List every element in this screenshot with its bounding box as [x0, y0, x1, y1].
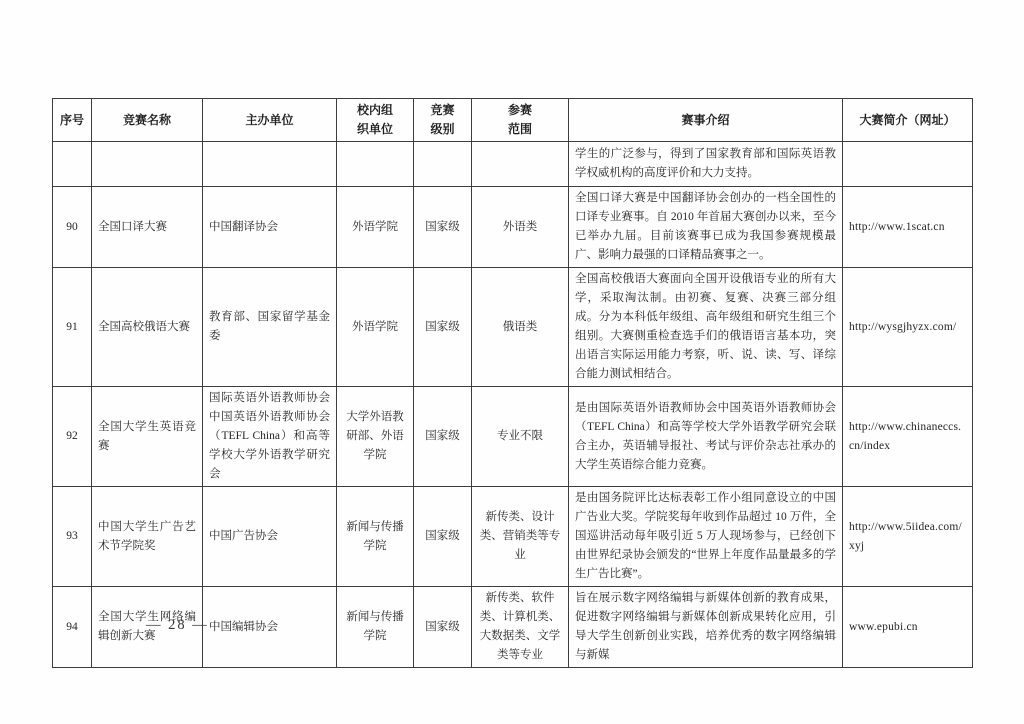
cell-organizer: 中国广告协会	[203, 487, 337, 587]
header-organizer: 主办单位	[203, 99, 337, 142]
header-competition-name: 竞赛名称	[92, 99, 203, 142]
cell-campus-unit: 外语学院	[337, 268, 414, 387]
cell-seq-number: 92	[53, 387, 92, 487]
cell-organizer: 国际英语外语教师协会中国英语外语教师协会（TEFL China）和高等学校大学外语教学研究会	[203, 387, 337, 487]
cell-description: 是由国务院评比达标表彰工作小组同意设立的中国广告业大奖。学院奖每年收到作品超过 10 万件，全国巡讲活动每年吸引近 5 万人现场参与，已经创下由世界纪录协会颁发的“世界上年度作品量最多的学生广告比赛”。	[569, 487, 843, 587]
cell-organizer: 中国翻译协会	[203, 187, 337, 268]
table-row-93	[53, 487, 973, 587]
cell-description: 学生的广泛参与，得到了国家教育部和国际英语教学权威机构的高度评价和大力支持。	[569, 142, 843, 187]
cell-url: http://www.chinaneccs.cn/index	[843, 387, 973, 487]
header-campus-unit	[337, 99, 414, 142]
cell-scope: 外语类	[472, 187, 569, 268]
table-row-92	[53, 387, 973, 487]
cell-seq-number: 91	[53, 268, 92, 387]
cell-seq-number: 93	[53, 487, 92, 587]
cell-campus-unit: 新闻与传播学院	[337, 587, 414, 668]
cell-scope: 新传类、软件类、计算机类、大数据类、文学类等专业	[472, 587, 569, 668]
cell-campus-unit: 新闻与传播学院	[337, 487, 414, 587]
table-row-90	[53, 187, 973, 268]
competition-table	[52, 98, 973, 668]
cell-description: 旨在展示数字网络编辑与新媒体创新的教育成果，促进数字网络编辑与新媒体创新成果转化应用，引导大学生创新创业实践，培养优秀的数字网络编辑与新媒	[569, 587, 843, 668]
cell-competition-name: 全国口译大赛	[92, 187, 203, 268]
cell-competition-name: 全国大学生网络编辑创新大赛	[92, 587, 203, 668]
table-row-91	[53, 268, 973, 387]
cell-url: http://www.5iidea.com/xyj	[843, 487, 973, 587]
header-scope-line2: 范围	[507, 122, 532, 136]
header-campus-unit-line1: 校内组	[356, 103, 393, 117]
cell-organizer: 教育部、国家留学基金委	[203, 268, 337, 387]
header-level-line1: 竞赛	[430, 103, 455, 117]
cell-campus-unit	[337, 142, 414, 187]
cell-competition-name: 中国大学生广告艺术节学院奖	[92, 487, 203, 587]
cell-level: 国家级	[414, 587, 472, 668]
cell-seq-number: 90	[53, 187, 92, 268]
cell-scope: 新传类、设计类、营销类等专业	[472, 487, 569, 587]
cell-level: 国家级	[414, 387, 472, 487]
cell-scope: 俄语类	[472, 268, 569, 387]
cell-campus-unit: 大学外语教研部、外语学院	[337, 387, 414, 487]
header-row	[53, 99, 973, 142]
page-number: — 28 —	[146, 617, 209, 633]
cell-organizer: 中国编辑协会	[203, 587, 337, 668]
header-description: 赛事介绍	[569, 99, 843, 142]
cell-url	[843, 142, 973, 187]
cell-level: 国家级	[414, 268, 472, 387]
header-level	[414, 99, 472, 142]
cell-level	[414, 142, 472, 187]
header-scope	[472, 99, 569, 142]
cell-url: http://wysgjhyzx.com/	[843, 268, 973, 387]
header-campus-unit-line2: 织单位	[356, 122, 393, 136]
cell-scope	[472, 142, 569, 187]
header-url: 大赛简介（网址）	[843, 99, 973, 142]
header-scope-line1: 参赛	[507, 103, 532, 117]
cell-url: http://www.1scat.cn	[843, 187, 973, 268]
cell-scope: 专业不限	[472, 387, 569, 487]
cell-url: www.epubi.cn	[843, 587, 973, 668]
cell-organizer	[203, 142, 337, 187]
cell-campus-unit: 外语学院	[337, 187, 414, 268]
table-row-continuation	[53, 142, 973, 187]
cell-description: 是由国际英语外语教师协会中国英语外语教师协会（TEFL China）和高等学校大学外语教学研究会联合主办，英语辅导报社、考试与评价杂志社承办的大学生英语综合能力竞赛。	[569, 387, 843, 487]
cell-seq-number	[53, 142, 92, 187]
cell-description: 全国高校俄语大赛面向全国开设俄语专业的所有大学，采取淘汰制。由初赛、复赛、决赛三部分组成。分为本科低年级组、高年级组和研究生组三个组别。大赛侧重检查选手们的俄语语言基本功，突出语言实际运用能力考察，听、说、读、写、译综合能力测试相结合。	[569, 268, 843, 387]
header-seq-number: 序号	[53, 99, 92, 142]
cell-description: 全国口译大赛是中国翻译协会创办的一档全国性的口译专业赛事。自 2010 年首届大赛创办以来，至今已举办九届。目前该赛事已成为我国参赛规模最广、影响力最强的口译精品赛事之一。	[569, 187, 843, 268]
header-level-line2: 级别	[430, 122, 455, 136]
cell-level: 国家级	[414, 487, 472, 587]
cell-competition-name	[92, 142, 203, 187]
cell-seq-number: 94	[53, 587, 92, 668]
cell-competition-name: 全国大学生英语竞赛	[92, 387, 203, 487]
cell-competition-name: 全国高校俄语大赛	[92, 268, 203, 387]
cell-level: 国家级	[414, 187, 472, 268]
